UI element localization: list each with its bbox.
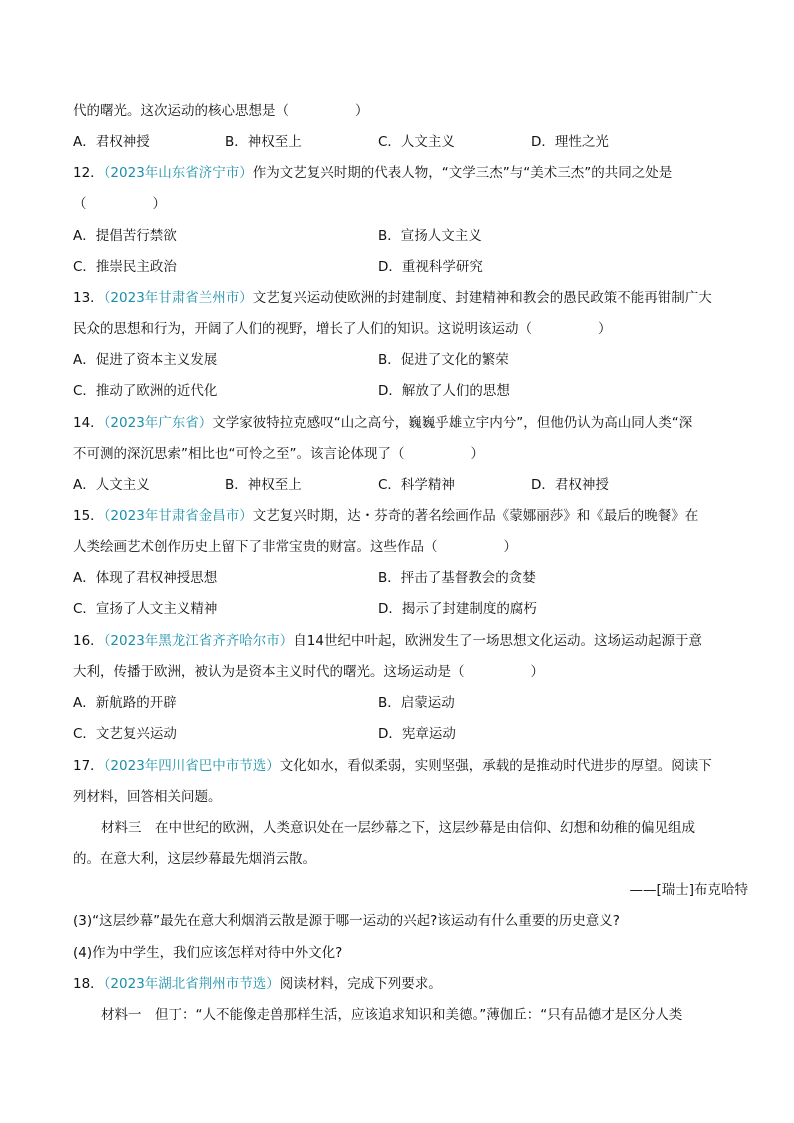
q12-option-a[interactable]: A．提倡苦行禁欲 <box>73 228 177 244</box>
q12-stem-line2 <box>73 194 166 214</box>
q16-stem <box>73 631 702 651</box>
q13-option-b[interactable]: B．促进了文化的繁荣 <box>378 352 509 368</box>
q14-stem-text: 文学家彼特拉克感叹“山之高兮，巍巍乎雄立宇内兮”，但他仍认为高山同人类“深 <box>212 415 693 431</box>
q16-close: ） <box>530 664 544 680</box>
q13-option-c[interactable]: C．推动了欧洲的近代化 <box>73 383 218 399</box>
q11-stem-text: 代的曙光。这次运动的核心思想是（ <box>73 103 289 119</box>
q15-stem-text-2: 人类绘画艺术创作历史上留下了非常宝贵的财富。这些作品（ <box>73 539 438 555</box>
q17-subquestion-4: (4)作为中学生，我们应该怎样对待中外文化? <box>73 945 343 961</box>
q16-option-b[interactable]: B．启蒙运动 <box>378 695 455 711</box>
q13-number: 13． <box>73 290 104 306</box>
q15-stem <box>73 506 698 526</box>
q12-option-b[interactable]: B．宣扬人文主义 <box>378 228 482 244</box>
q12-open: （ <box>73 196 87 212</box>
q11-option-d[interactable]: D．理性之光 <box>531 134 609 150</box>
q16-number: 16． <box>73 633 104 649</box>
q14-close: ） <box>470 446 484 462</box>
q15-option-c[interactable]: C．宣扬了人文主义精神 <box>73 601 218 617</box>
q17-stem <box>73 756 712 776</box>
q15-source: （2023年甘肃省金昌市） <box>103 508 253 524</box>
q15-option-d[interactable]: D．揭示了封建制度的腐朽 <box>378 601 537 617</box>
q14-stem-text-2: 不可测的深沉思索”相比也“可怜之至”。该言论体现了（ <box>73 446 405 462</box>
q16-stem-text: 自14世纪中叶起，欧洲发生了一场思想文化运动。这场运动起源于意 <box>293 633 702 649</box>
q16-option-c[interactable]: C．文艺复兴运动 <box>73 726 177 742</box>
q15-close: ） <box>503 539 517 555</box>
q14-stem-line2 <box>73 444 484 464</box>
q12-stem-text: 作为文艺复兴时期的代表人物，“文学三杰”与“美术三杰”的共同之处是 <box>252 165 673 181</box>
q17-attribution: ——[瑞士]布克哈特 <box>629 882 748 898</box>
q17-material-line2: 的。在意大利，这层纱幕最先烟消云散。 <box>73 851 316 867</box>
q15-stem-text: 文艺复兴时期，达・芬奇的著名绘画作品《蒙娜丽莎》和《最后的晚餐》在 <box>252 508 699 524</box>
q18-number: 18． <box>73 976 104 992</box>
q14-option-a[interactable]: A．人文主义 <box>73 477 150 493</box>
q12-stem <box>73 163 672 183</box>
q18-stem <box>73 974 442 994</box>
q12-close: ） <box>152 196 166 212</box>
q13-source: （2023年甘肃省兰州市） <box>103 290 253 306</box>
q12-option-c[interactable]: C．推崇民主政治 <box>73 259 177 275</box>
q12-source: （2023年山东省济宁市） <box>103 165 253 181</box>
q11-close: ） <box>355 103 369 119</box>
q18-stem-text: 阅读材料，完成下列要求。 <box>279 976 442 992</box>
q17-stem-line2: 列材料，回答相关问题。 <box>73 789 222 805</box>
q17-subquestion-3: (3)“这层纱幕”最先在意大利烟消云散是源于哪一运动的兴起?该运动有什么重要的历史意义? <box>73 913 620 929</box>
q17-number: 17． <box>73 758 104 774</box>
q16-option-d[interactable]: D．宪章运动 <box>378 726 456 742</box>
q14-option-b[interactable]: B．神权至上 <box>225 477 302 493</box>
q16-source: （2023年黑龙江省齐齐哈尔市） <box>103 633 294 649</box>
q14-option-d[interactable]: D．君权神授 <box>531 477 609 493</box>
q15-number: 15． <box>73 508 104 524</box>
q13-option-d[interactable]: D．解放了人们的思想 <box>378 383 510 399</box>
q18-material-line1: 材料一 但丁：“人不能像走兽那样生活，应该追求知识和美德。”薄伽丘：“只有品德才是区分人类 <box>101 1007 683 1023</box>
q16-stem-text-2: 大利，传播于欧洲，被认为是资本主义时代的曙光。这场运动是（ <box>73 664 465 680</box>
q11-option-c[interactable]: C．人文主义 <box>378 134 455 150</box>
q14-source: （2023年广东省） <box>103 415 213 431</box>
q11-option-b[interactable]: B．神权至上 <box>225 134 302 150</box>
q11-option-a[interactable]: A．君权神授 <box>73 134 150 150</box>
q13-stem <box>73 288 712 308</box>
q15-option-b[interactable]: B．抨击了基督教会的贪婪 <box>378 570 536 586</box>
q17-material-line1: 材料三 在中世纪的欧洲，人类意识处在一层纱幕之下，这层纱幕是由信仰、幻想和幼稚的偏见组成 <box>101 820 695 836</box>
q15-option-a[interactable]: A．体现了君权神授思想 <box>73 570 218 586</box>
q13-stem-text-2: 民众的思想和行为，开阔了人们的视野，增长了人们的知识。这说明该运动（ <box>73 321 532 337</box>
q17-stem-text: 文化如水，看似柔弱，实则坚强，承载的是推动时代进步的厚望。阅读下 <box>279 758 712 774</box>
q12-option-d[interactable]: D．重视科学研究 <box>378 259 483 275</box>
q12-number: 12． <box>73 165 104 181</box>
q15-stem-line2 <box>73 537 517 557</box>
q17-source: （2023年四川省巴中市节选） <box>103 758 280 774</box>
q13-close: ） <box>598 321 612 337</box>
q14-stem <box>73 413 692 433</box>
q13-option-a[interactable]: A．促进了资本主义发展 <box>73 352 218 368</box>
q16-option-a[interactable]: A．新航路的开辟 <box>73 695 177 711</box>
q11-stem <box>73 101 369 121</box>
q13-stem-line2 <box>73 319 612 339</box>
q14-number: 14． <box>73 415 104 431</box>
q13-stem-text: 文艺复兴运动使欧洲的封建制度、封建精神和教会的愚民政策不能再钳制广大 <box>252 290 712 306</box>
q14-option-c[interactable]: C．科学精神 <box>378 477 455 493</box>
q16-stem-line2 <box>73 662 544 682</box>
q18-source: （2023年湖北省荆州市节选） <box>103 976 280 992</box>
